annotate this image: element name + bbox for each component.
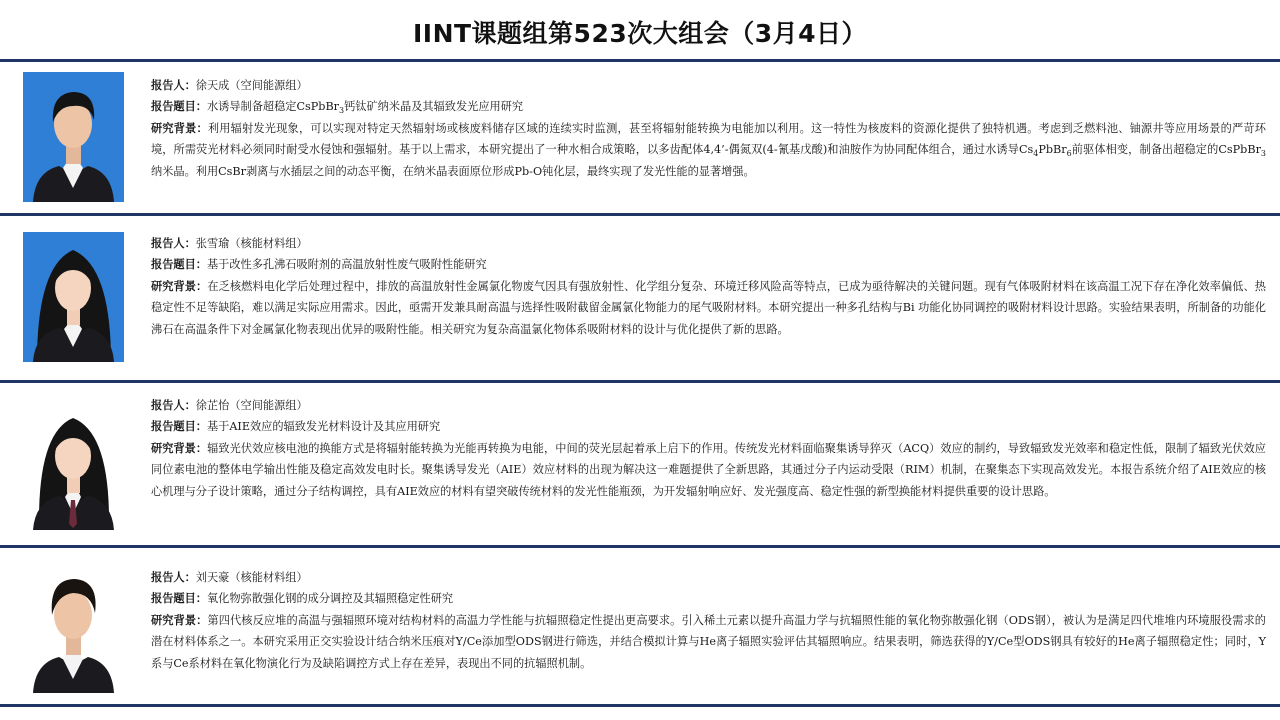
portrait-icon [23,72,124,202]
divider [0,380,1280,383]
background-text: 辐致光伏效应核电池的换能方式是将辐射能转换为光能再转换为电能，中间的荧光层起着承上启下的作用。传统发光材料面临聚集诱导猝灭（ACQ）效应的制约，导致辐致发光效率和稳定性低，限制了辐致光伏效应同位素电池的整体电学输出性能及稳定高效发电时长。聚集诱导发光（AIE）效应材料的出现为解决这一难题提供了全新思路，其通过分子内运动受限（RIM）机制，在聚集态下实现高效发光。本报告系统介绍了AIE效应的核心机理与分子设计策略，通过分子结构调控，具有AIE效应的材料有望突破传统材料的发光性能瓶颈，为开发辐射响应好、发光强度高、稳定性强的新型换能材料提供重要的设计思路。 [151,441,1266,498]
reporter-label: 报告人： [151,236,196,250]
background-subscript: 6 [1066,149,1072,159]
reporter-label: 报告人： [151,398,196,412]
topic-text: 基于改性多孔沸石吸附剂的高温放射性废气吸附性能研究 [206,258,487,272]
background-paragraph [151,438,1266,502]
presenter-photo [23,563,124,693]
divider [0,545,1280,548]
background-text: 前驱体相变，制备出超稳定的CsPbBr [1071,143,1261,157]
background-text: 利用辐射发光现象，可以实现对特定天然辐射场或核废料储存区域的连续实时监测，甚至将辐射能转换为电能加以利用。这一特性为核废料的资源化提供了独特机遇。考虑到乏燃料池、铀源井等应用场景的严苛环境，所需荧光材料必须同时耐受水侵蚀和强辐射。基于以上需求，本研究提出了一种水相合成策略，以多齿配体4,4’-偶氮双(4-氰基戊酸)和油胺作为协同配体组合，通过水诱导Cs [151,121,1266,157]
background-text: 纳米晶。利用CsBr剥离与水插层之间的动态平衡，在纳米晶表面原位形成Pb-O钝化层，最终实现了发光性能的显著增强。 [151,164,755,178]
background-label: 研究背景： [151,120,208,135]
topic-text: 氧化物弥散强化钢的成分调控及其辐照稳定性研究 [206,592,454,606]
presenter-photo [23,400,124,530]
divider [0,59,1280,62]
topic-line [151,416,1266,437]
reporter-label: 报告人： [151,570,196,584]
portrait-icon [23,232,124,362]
topic-text: 基于AIE效应的辐致发光材料设计及其应用研究 [206,420,441,434]
presenter-photo [23,72,124,202]
portrait-icon [23,400,124,530]
reporter-name: 徐天成（空间能源组） [195,79,308,92]
topic-subscript: 3 [339,106,345,116]
topic-label: 报告题目： [151,99,207,114]
topic-line [151,96,1266,117]
background-label: 研究背景： [151,440,208,455]
reporter-name: 张雪瑜（核能材料组） [195,237,308,250]
background-paragraph [151,118,1266,182]
page-title: IINT课题组第523次大组会（3月4日） [412,19,868,48]
background-paragraph [151,276,1266,340]
divider [0,704,1280,707]
background-label: 研究背景： [151,278,208,293]
topic-text: 水诱导制备超稳定CsPbBr [206,100,340,114]
topic-line [151,254,1266,275]
reporter-line [151,75,1266,96]
topic-label: 报告题目： [151,257,207,272]
background-text: 在乏核燃料电化学后处理过程中，排放的高温放射性金属氯化物废气因具有强放射性、化学组分复杂、环境迁移风险高等特点，已成为亟待解决的关键问题。现有气体吸附材料在该高温工况下存在净化效率偏低、热稳定性不足等缺陷，难以满足实际应用需求。因此，亟需开发兼具耐高温与选择性吸附截留金属氯化物能力的尾气吸附材料。本研究提出一种多孔结构与Bi 功能化协同调控的吸附材料设计思路。实验结果表明，所制备的功能化沸石在高温条件下对金属氯化物表现出优异的吸附性能。相关研究为复杂高温氯化物体系吸附材料的设计与优化提供了新的思路。 [151,279,1266,336]
background-subscript: 3 [1260,149,1267,159]
reporter-name: 徐芷怡（空间能源组） [195,399,308,412]
topic-label: 报告题目： [151,419,207,434]
portrait-icon [23,563,124,693]
reporter-line [151,395,1266,416]
background-text: 第四代核反应堆的高温与强辐照环境对结构材料的高温力学性能与抗辐照稳定性提出更高要求。引入稀土元素以提升高温力学与抗辐照性能的氧化物弥散强化钢（ODS钢），被认为是满足四代堆堆内环境服役需求的潜在材料体系之一。本研究采用正交实验设计结合纳米压痕对Y/Ce添加型ODS钢进行筛选，并结合模拟计算与He离子辐照实验评估其辐照响应。结果表明，筛选获得的Y/Ce型ODS钢具有较好的He离子辐照稳定性；同时，Y系与Ce系材料在氧化物演化行为及缺陷调控方式上存在差异，表现出不同的抗辐照机制。 [151,613,1266,670]
topic-text: 钙钛矿纳米晶及其辐致发光应用研究 [344,100,524,114]
reporter-name: 刘天豪（核能材料组） [195,571,308,584]
background-label: 研究背景： [151,612,208,627]
background-text: PbBr [1038,143,1067,157]
divider [0,213,1280,216]
background-paragraph [151,610,1266,674]
reporter-line [151,567,1266,588]
reporter-line [151,233,1266,254]
reporter-label: 报告人： [151,78,196,92]
topic-label: 报告题目： [151,591,207,606]
background-subscript: 4 [1033,149,1039,159]
topic-line [151,588,1266,609]
presenter-photo [23,232,124,362]
